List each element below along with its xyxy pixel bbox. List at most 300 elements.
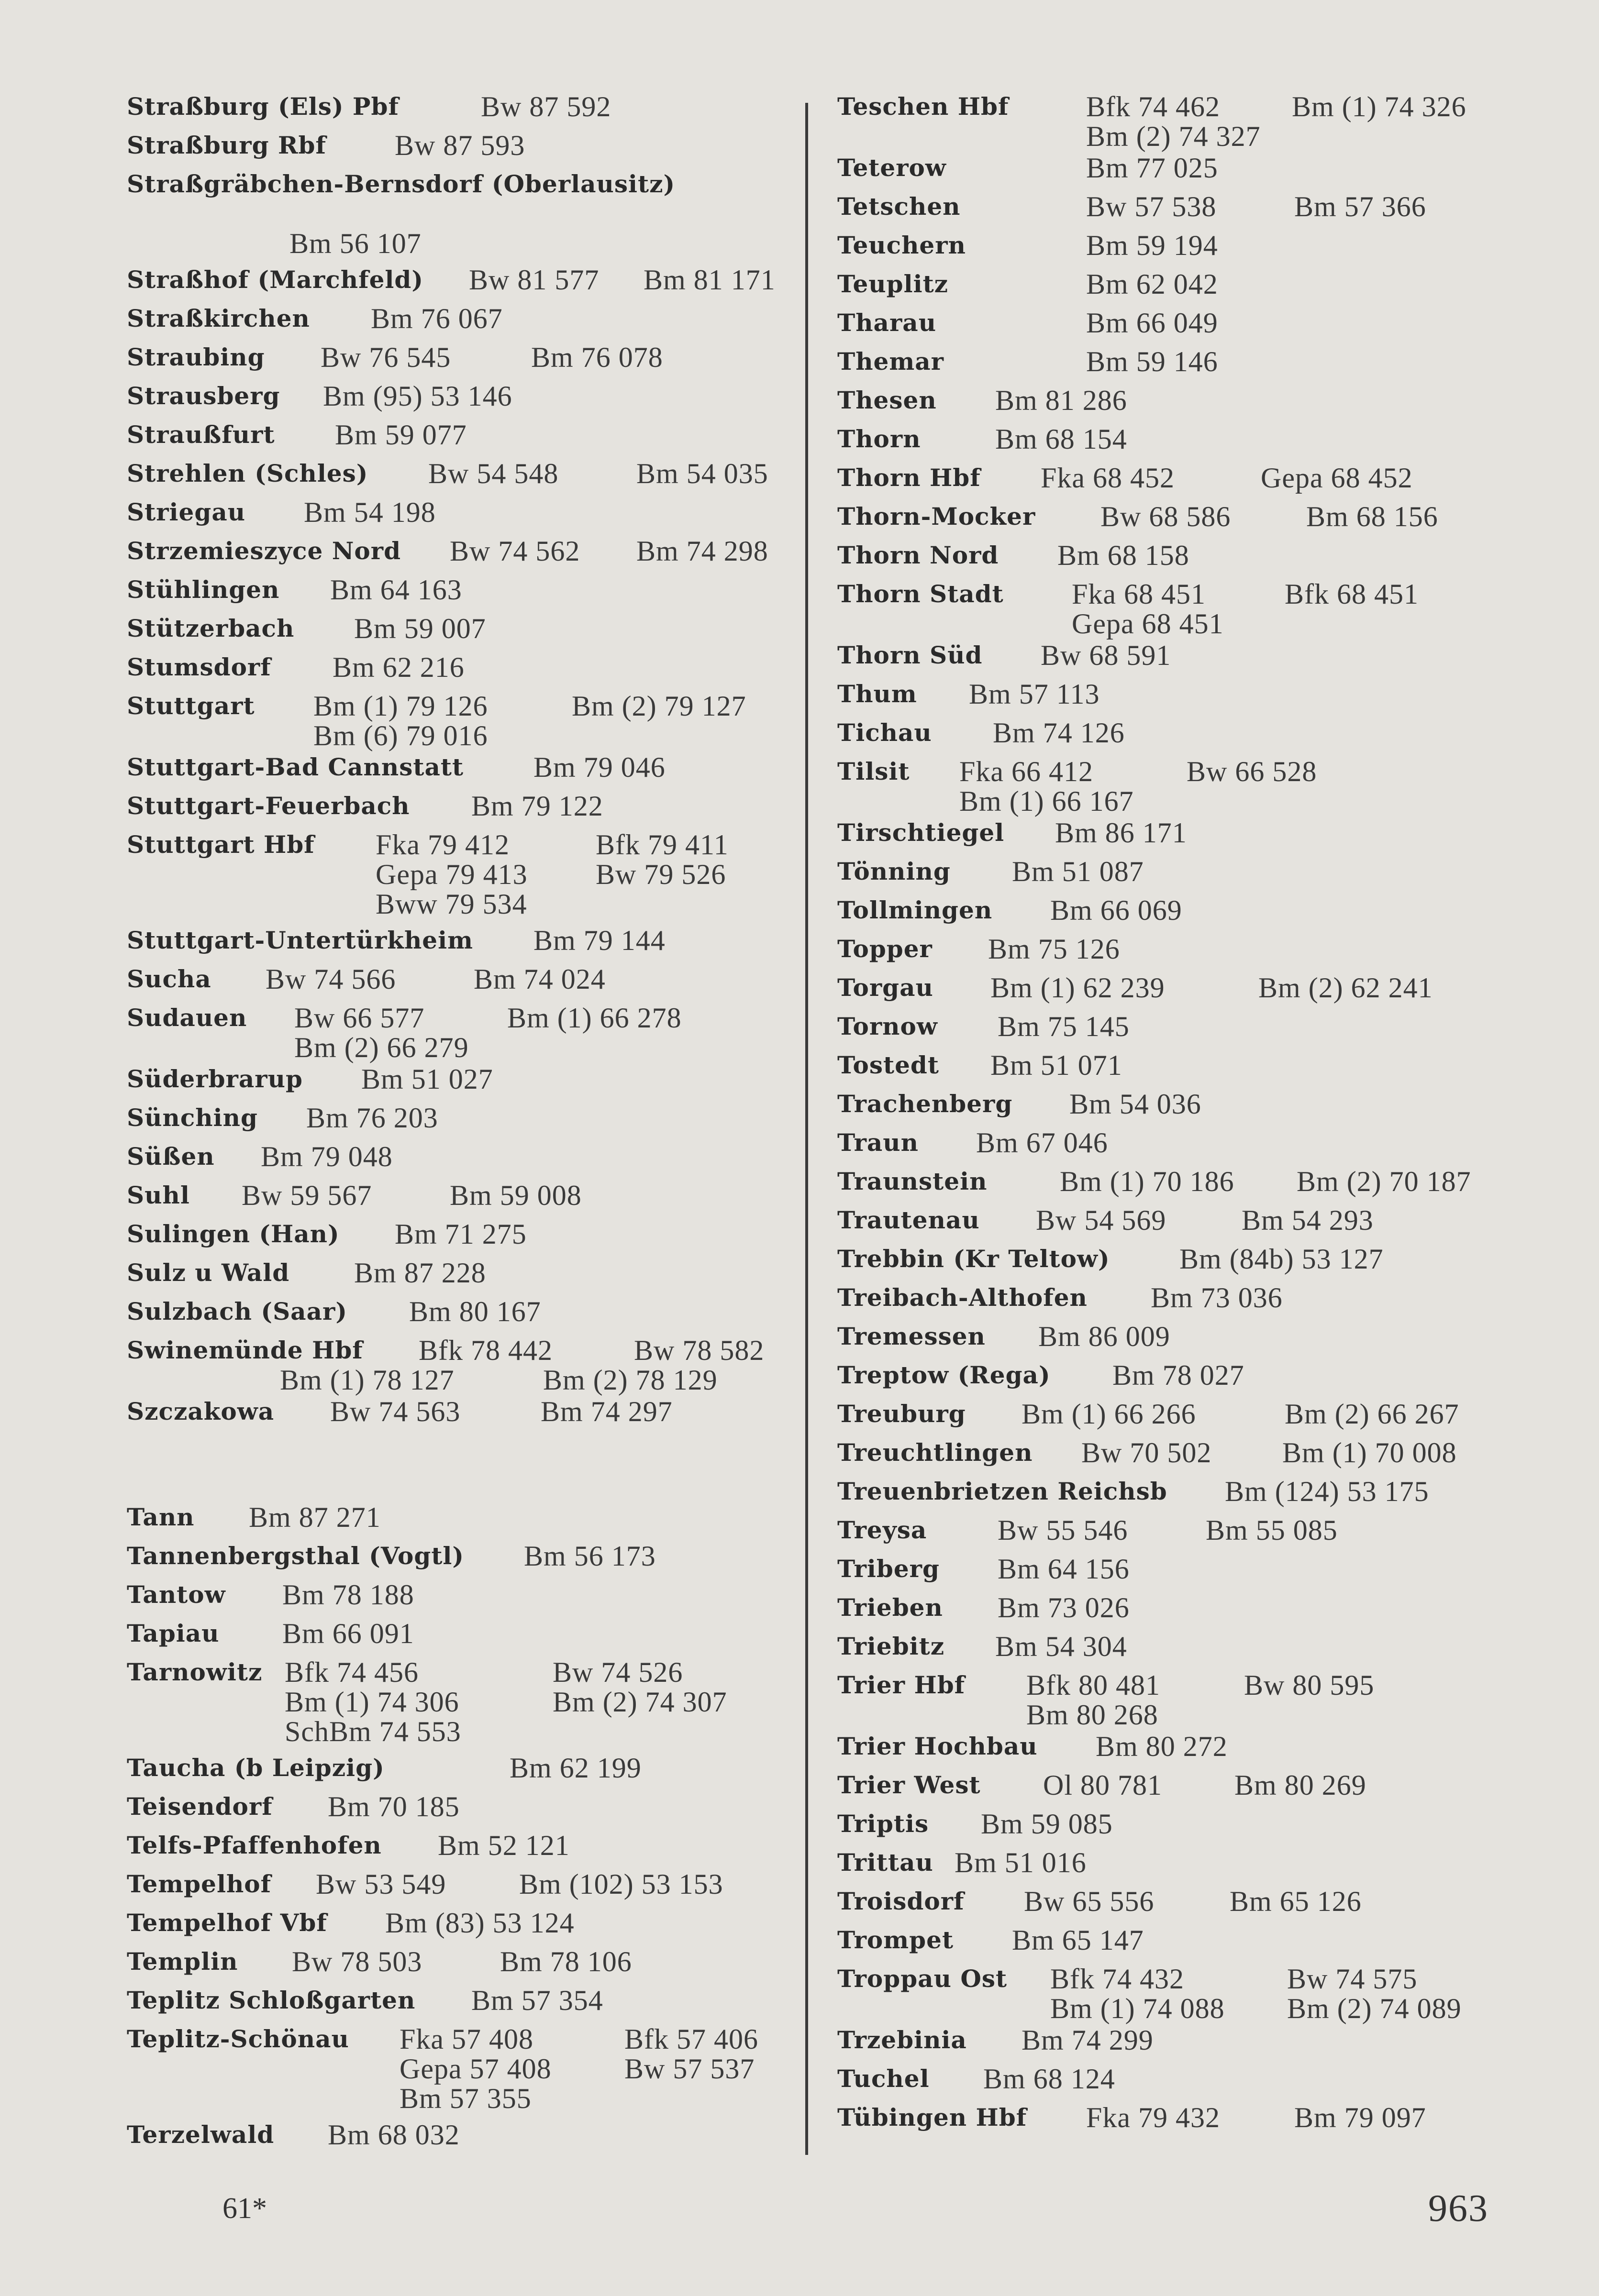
- office-code: Bm 65 147: [1012, 1924, 1144, 1956]
- station-entry-teisendorf: [127, 1790, 794, 1829]
- station-name: Teplitz Schloßgarten: [127, 1986, 416, 2014]
- station-name: Torgau: [837, 973, 933, 1002]
- office-code: Bm 59 194: [1086, 230, 1218, 261]
- office-code: Bm 79 097: [1294, 2102, 1426, 2133]
- station-entry-teplitz-schoenau: [127, 2022, 794, 2118]
- station-name: Teschen Hbf: [837, 92, 1009, 121]
- station-name: Sucha: [127, 965, 211, 993]
- page-number: 963: [1428, 2187, 1488, 2230]
- station-name: Stuttgart: [127, 692, 255, 720]
- station-entry-traun: [837, 1126, 1517, 1165]
- station-entry-sucha: [127, 962, 794, 1001]
- office-code: Bm 77 025: [1086, 152, 1218, 184]
- office-code: Bm 66 091: [282, 1618, 414, 1649]
- office-code: Bm (1) 79 126: [313, 690, 488, 722]
- office-code: Gepa 57 408: [400, 2053, 552, 2085]
- station-entry-stumsdorf: [127, 651, 794, 689]
- station-name: Thorn Nord: [837, 541, 999, 569]
- office-code: Bm 65 126: [1230, 1886, 1362, 1917]
- station-name: Traunstein: [837, 1167, 988, 1195]
- station-name: Straußfurt: [127, 420, 275, 449]
- station-name: Tirschtiegel: [837, 818, 1005, 847]
- station-entry-suederbrarup: [127, 1062, 794, 1101]
- station-name: Szczakowa: [127, 1397, 275, 1425]
- station-entry-thorn-stadt: [837, 577, 1517, 639]
- station-name: Teuchern: [837, 231, 966, 259]
- office-code: Fka 79 412: [376, 829, 510, 861]
- station-entry-tarnowitz: [127, 1656, 794, 1751]
- station-entry-strzemieszyce-nord: [127, 534, 794, 573]
- station-entry-thorn-hbf: [837, 461, 1517, 500]
- station-name: Tönning: [837, 857, 951, 885]
- office-code: Bw 81 577: [469, 264, 600, 296]
- station-entry-striegau: [127, 496, 794, 534]
- office-code: Bm (1) 66 278: [507, 1002, 682, 1034]
- station-entry-sulzbach-saar: [127, 1295, 794, 1334]
- office-code: Bm 51 087: [1012, 856, 1144, 887]
- office-code: Bm 79 144: [533, 925, 666, 956]
- office-code: Bm 66 049: [1086, 307, 1218, 339]
- office-code: Bm 79 046: [533, 751, 666, 783]
- station-entry-straussfurt: [127, 418, 794, 457]
- station-entry-thorn: [837, 422, 1517, 461]
- station-entry-tollmingen: [837, 894, 1517, 932]
- office-code: Bm 62 216: [333, 651, 465, 683]
- office-code: Bm 86 009: [1038, 1321, 1170, 1352]
- station-name: Templin: [127, 1947, 238, 1976]
- station-name: Treibach-Althofen: [837, 1283, 1088, 1312]
- station-name: Thesen: [837, 386, 937, 414]
- station-entry-stuetzerbach: [127, 612, 794, 651]
- station-entry-suenching: [127, 1101, 794, 1140]
- office-code: Bw 57 537: [624, 2053, 755, 2085]
- station-name: Straßkirchen: [127, 304, 310, 332]
- station-entry-tirschtiegel: [837, 816, 1517, 855]
- station-entry-sudauen: [127, 1001, 794, 1062]
- column-divider: [805, 103, 808, 2155]
- station-name: Trier Hbf: [837, 1671, 966, 1699]
- station-name: Treuenbrietzen Reichsb: [837, 1477, 1167, 1505]
- station-name: Tuchel: [837, 2064, 930, 2093]
- station-name: Tremessen: [837, 1322, 986, 1350]
- office-code: Bm 81 286: [995, 385, 1127, 416]
- office-code: Ol 80 781: [1043, 1769, 1162, 1801]
- station-entry-trieben: [837, 1591, 1517, 1630]
- station-name: Sudauen: [127, 1004, 247, 1032]
- station-name: Tharau: [837, 309, 937, 337]
- station-entry-teuplitz: [837, 267, 1517, 306]
- office-code: Bm 78 027: [1112, 1359, 1244, 1391]
- station-entry-trier-hbf: [837, 1668, 1517, 1730]
- office-code: Bm 62 199: [510, 1752, 642, 1784]
- station-entry-troppau-ost: [837, 1962, 1517, 2023]
- station-entry-tempelhof-vbf: [127, 1906, 794, 1945]
- station-name: Terzelwald: [127, 2120, 275, 2149]
- station-entry-themar: [837, 345, 1517, 384]
- station-entry-trachenberg: [837, 1087, 1517, 1126]
- station-entry-teterow: [837, 151, 1517, 190]
- station-name: Troisdorf: [837, 1887, 965, 1915]
- office-code: Bm (2) 74 307: [553, 1686, 727, 1718]
- station-entry-stuttgart-untertuerkheim: [127, 924, 794, 962]
- station-name: Trieben: [837, 1593, 943, 1622]
- station-name: Trzebinia: [837, 2026, 967, 2054]
- station-entry-tempelhof: [127, 1867, 794, 1906]
- station-entry-tostedt: [837, 1049, 1517, 1087]
- office-code: Bm 55 085: [1206, 1514, 1338, 1546]
- station-name: Tetschen: [837, 192, 961, 221]
- office-code: Bw 74 566: [266, 963, 396, 995]
- station-name: Striegau: [127, 498, 246, 526]
- office-code: Bw 55 546: [998, 1514, 1128, 1546]
- station-entry-trzebinia: [837, 2023, 1517, 2062]
- station-name: Teplitz-Schönau: [127, 2025, 349, 2053]
- office-code: Bm 79 048: [261, 1141, 393, 1172]
- office-code: Bm (1) 62 239: [990, 972, 1165, 1004]
- office-code: Bm 57 355: [400, 2083, 532, 2114]
- station-name: Stützerbach: [127, 614, 295, 642]
- station-entry-trier-west: [837, 1768, 1517, 1807]
- station-entry-tannenbergsthal-vogtl: [127, 1539, 794, 1578]
- station-name: Tostedt: [837, 1051, 939, 1079]
- station-name: Taucha (b Leipzig): [127, 1754, 385, 1782]
- office-code: Bm 59 085: [981, 1808, 1113, 1840]
- station-entry-stuttgart-bad-cannstatt: [127, 751, 794, 789]
- office-code: Bw 74 563: [330, 1396, 461, 1427]
- office-code: Bm (2) 74 327: [1086, 121, 1261, 152]
- station-name: Teuplitz: [837, 270, 949, 298]
- office-code: Bm 76 078: [531, 342, 663, 373]
- station-entry-topper: [837, 932, 1517, 971]
- office-code: Bm 57 113: [969, 678, 1100, 710]
- office-code: Bm 74 297: [541, 1396, 673, 1427]
- office-code: Bm (1) 74 306: [285, 1686, 459, 1718]
- office-code: Bm (1) 74 326: [1292, 91, 1466, 122]
- office-code: Bm 68 032: [328, 2119, 460, 2151]
- office-code: Bm (1) 66 266: [1022, 1398, 1196, 1430]
- station-name: Stumsdorf: [127, 653, 271, 681]
- office-code: Bm (2) 66 279: [294, 1032, 469, 1063]
- office-code: Bm 56 107: [289, 228, 422, 259]
- station-entry-tilsit: [837, 755, 1517, 816]
- station-entry-strausberg: [127, 379, 794, 418]
- station-name: Stühlingen: [127, 575, 280, 604]
- station-name: Treuburg: [837, 1400, 966, 1428]
- office-code: Bm 76 203: [306, 1102, 438, 1134]
- station-name: Tann: [127, 1503, 195, 1531]
- office-code: Bw 78 582: [634, 1335, 765, 1366]
- station-entry-treuburg: [837, 1397, 1517, 1436]
- station-name: Strehlen (Schles): [127, 459, 368, 487]
- station-name: Swinemünde Hbf: [127, 1336, 363, 1364]
- station-name: Triptis: [837, 1810, 929, 1838]
- station-name: Straßgräbchen-Bernsdorf (Oberlausitz): [127, 170, 676, 198]
- station-name: Tapiau: [127, 1619, 220, 1647]
- station-name: Strausberg: [127, 382, 280, 410]
- station-name: Tübingen Hbf: [837, 2103, 1027, 2131]
- station-name: Stuttgart Hbf: [127, 830, 315, 859]
- station-name: Tichau: [837, 718, 932, 747]
- station-entry-thum: [837, 677, 1517, 716]
- office-code: Bm 74 024: [474, 963, 606, 995]
- office-code: Bm 74 298: [636, 535, 768, 567]
- station-entry-suessen: [127, 1140, 794, 1179]
- office-code: Bm 57 366: [1294, 191, 1426, 222]
- station-entry-tantow: [127, 1578, 794, 1617]
- office-code: Bw 87 593: [395, 130, 525, 161]
- station-entry-trier-hochbau: [837, 1730, 1517, 1768]
- station-entry-treuchtlingen: [837, 1436, 1517, 1475]
- station-entry-torgau: [837, 971, 1517, 1010]
- office-code: Bm (124) 53 175: [1225, 1476, 1429, 1507]
- office-code: Bw 54 569: [1036, 1204, 1166, 1236]
- office-code: Bm 67 046: [976, 1127, 1108, 1159]
- office-code: Bm 71 275: [395, 1218, 527, 1250]
- station-entry-thorn-mocker: [837, 500, 1517, 539]
- office-code: Bm 86 171: [1055, 817, 1187, 849]
- station-name: Teterow: [837, 154, 946, 182]
- office-code: Bm (1) 70 186: [1060, 1166, 1234, 1197]
- station-entry-strehlen-schles: [127, 457, 794, 496]
- station-name: Trier West: [837, 1771, 981, 1799]
- station-name: Trebbin (Kr Teltow): [837, 1245, 1110, 1273]
- station-entry-thesen: [837, 384, 1517, 422]
- station-name: Stuttgart-Bad Cannstatt: [127, 753, 464, 781]
- office-code: Bw 79 526: [596, 859, 726, 890]
- office-code: Bfk 80 481: [1026, 1669, 1160, 1701]
- office-code: Bw 70 502: [1081, 1437, 1212, 1468]
- office-code: Bm 80 167: [409, 1296, 541, 1327]
- station-name: Süßen: [127, 1142, 215, 1170]
- station-name: Sünching: [127, 1104, 258, 1132]
- office-code: Fka 57 408: [400, 2023, 533, 2055]
- station-entry-sulz-u-wald: [127, 1256, 794, 1295]
- station-entry-tharau: [837, 306, 1517, 345]
- office-code: Bfk 74 456: [285, 1656, 419, 1688]
- office-code: Bm 68 154: [995, 423, 1127, 455]
- office-code: Bw 78 503: [292, 1946, 422, 1977]
- office-code: Bm 59 077: [335, 419, 467, 451]
- station-entry-sulingen-han: [127, 1217, 794, 1256]
- station-entry-swinemuende-hbf: [127, 1334, 794, 1395]
- office-code: Bfk 68 451: [1285, 578, 1419, 610]
- station-name: Treptow (Rega): [837, 1361, 1051, 1389]
- station-name: Themar: [837, 347, 944, 375]
- station-entry-szczakowa: [127, 1395, 794, 1434]
- office-code: Bm 59 008: [450, 1180, 582, 1211]
- office-code: Bw 74 526: [553, 1656, 683, 1688]
- office-code: Bm 68 156: [1306, 501, 1438, 532]
- station-entry-teplitz-schlossgarten: [127, 1984, 794, 2022]
- station-entry-templin: [127, 1945, 794, 1984]
- station-name: Thorn Süd: [837, 641, 983, 669]
- office-code: Bfk 57 406: [624, 2023, 758, 2055]
- office-code: Bm 79 122: [471, 790, 603, 822]
- station-entry-tornow: [837, 1010, 1517, 1049]
- station-entry-tuchel: [837, 2062, 1517, 2101]
- station-name: Thorn: [837, 425, 921, 453]
- station-entry-telfs-pfaffenhofen: [127, 1829, 794, 1867]
- station-entry-teschen-hbf: [837, 90, 1517, 151]
- station-name: Tornow: [837, 1012, 938, 1040]
- office-code: Bfk 74 462: [1086, 91, 1220, 122]
- office-code: Bm 54 198: [304, 497, 436, 528]
- office-code: Bm 51 016: [955, 1847, 1087, 1878]
- station-name: Traun: [837, 1128, 919, 1157]
- office-code: Bw 74 562: [450, 535, 580, 567]
- station-name: Sulzbach (Saar): [127, 1297, 347, 1325]
- station-name: Trachenberg: [837, 1090, 1013, 1118]
- office-code: Bww 79 534: [376, 888, 527, 920]
- office-code: Bm (83) 53 124: [385, 1907, 575, 1939]
- office-code: Bm (2) 78 129: [543, 1364, 718, 1396]
- office-code: Bm 80 272: [1096, 1731, 1228, 1762]
- office-code: Bm 57 354: [471, 1985, 603, 2016]
- office-code: Fka 66 412: [959, 756, 1093, 787]
- office-code: Bw 66 528: [1187, 756, 1317, 787]
- station-name: Tempelhof: [127, 1870, 272, 1898]
- station-name: Tilsit: [837, 757, 910, 785]
- station-name: Straßburg (Els) Pbf: [127, 92, 399, 121]
- office-code: Bm 56 173: [524, 1540, 656, 1572]
- office-code: Gepa 68 452: [1261, 462, 1413, 494]
- station-name: Trier Hochbau: [837, 1732, 1038, 1760]
- station-name: Triberg: [837, 1555, 940, 1583]
- station-entry-strassgraebchen-bernsdorf-oberlausitz: [127, 167, 794, 263]
- office-code: Bm 87 271: [249, 1501, 381, 1533]
- office-code: Bm (2) 66 267: [1285, 1398, 1459, 1430]
- station-name: Treysa: [837, 1516, 927, 1544]
- office-code: Bm 81 171: [644, 264, 776, 296]
- station-entry-taucha-b-leipzig: [127, 1751, 794, 1790]
- office-code: Bm 75 126: [988, 933, 1120, 965]
- station-entry-treuenbrietzen-reichsb: [837, 1475, 1517, 1513]
- office-code: Fka 68 451: [1072, 578, 1206, 610]
- office-code: Bm 54 036: [1069, 1088, 1201, 1120]
- office-code: Bw 65 556: [1024, 1886, 1155, 1917]
- office-code: Fka 79 432: [1086, 2102, 1220, 2133]
- right-column: [837, 90, 1517, 2140]
- station-name: Straubing: [127, 343, 265, 371]
- station-entry-stuttgart-feuerbach: [127, 789, 794, 828]
- station-name: Suhl: [127, 1181, 190, 1209]
- office-code: Bw 74 575: [1287, 1963, 1418, 1995]
- office-code: Bm (1) 70 008: [1282, 1437, 1457, 1468]
- station-name: Tollmingen: [837, 896, 993, 924]
- station-name: Thum: [837, 680, 917, 708]
- station-entry-stuttgart-hbf: [127, 828, 794, 924]
- station-name: Teisendorf: [127, 1792, 273, 1821]
- station-name: Tannenbergsthal (Vogtl): [127, 1542, 465, 1570]
- station-name: Trittau: [837, 1848, 933, 1877]
- office-code: Bm (2) 70 187: [1297, 1166, 1471, 1197]
- station-name: Straßburg Rbf: [127, 131, 326, 159]
- station-entry-treptow-rega: [837, 1358, 1517, 1397]
- office-code: Bm 80 268: [1026, 1699, 1158, 1731]
- station-name: Troppau Ost: [837, 1965, 1008, 1993]
- office-code: Bw 53 549: [316, 1868, 446, 1900]
- office-code: SchBm 74 553: [285, 1716, 461, 1747]
- station-entry-traunstein: [837, 1165, 1517, 1203]
- station-name: Triebitz: [837, 1632, 945, 1660]
- office-code: Bm 74 126: [993, 717, 1125, 749]
- office-code: Bw 54 548: [428, 458, 559, 489]
- station-entry-trompet: [837, 1923, 1517, 1962]
- office-code: Bm 73 036: [1151, 1282, 1283, 1314]
- office-code: Bm (1) 74 088: [1050, 1993, 1225, 2024]
- office-code: Bm 62 042: [1086, 268, 1218, 300]
- office-code: Bm 54 035: [636, 458, 768, 489]
- office-code: Bw 87 592: [481, 91, 611, 122]
- station-entry-stuehlingen: [127, 573, 794, 612]
- station-name: Topper: [837, 935, 933, 963]
- office-code: Bm 68 124: [983, 2063, 1115, 2095]
- left-column: [127, 90, 794, 2157]
- station-entry-triebitz: [837, 1630, 1517, 1668]
- station-name: Treuchtlingen: [837, 1438, 1033, 1467]
- station-name: Tarnowitz: [127, 1658, 263, 1686]
- office-code: Bm (2) 79 127: [572, 690, 746, 722]
- office-code: Bm 70 185: [328, 1791, 460, 1822]
- station-name: Straßhof (Marchfeld): [127, 265, 424, 294]
- office-code: Gepa 79 413: [376, 859, 528, 890]
- station-entry-terzelwald: [127, 2118, 794, 2157]
- station-name: Süderbrarup: [127, 1065, 303, 1093]
- office-code: Bfk 78 442: [419, 1335, 553, 1366]
- station-name: Trautenau: [837, 1206, 980, 1234]
- office-code: Bw 76 545: [321, 342, 451, 373]
- office-code: Bm 64 163: [330, 574, 462, 606]
- office-code: Bm (95) 53 146: [323, 380, 512, 412]
- office-code: Bm (1) 66 167: [959, 785, 1134, 817]
- station-entry-troisdorf: [837, 1885, 1517, 1923]
- station-name: Tantow: [127, 1580, 226, 1609]
- station-entry-tann: [127, 1501, 794, 1539]
- office-code: Bm 78 188: [282, 1579, 414, 1611]
- station-entry-stuttgart: [127, 689, 794, 751]
- signature-mark: 61*: [222, 2192, 267, 2225]
- office-code: Bw 59 567: [242, 1180, 372, 1211]
- office-code: Bm 75 145: [998, 1011, 1130, 1042]
- station-name: Telfs-Pfaffenhofen: [127, 1831, 382, 1859]
- station-entry-trebbin-kr-teltow: [837, 1242, 1517, 1281]
- station-entry-strasshof-marchfeld: [127, 263, 794, 302]
- office-code: Bm 80 269: [1234, 1769, 1366, 1801]
- office-code: Bm 66 069: [1050, 894, 1182, 926]
- station-entry-thorn-sued: [837, 639, 1517, 677]
- station-entry-trautenau: [837, 1203, 1517, 1242]
- office-code: Bm (84b) 53 127: [1179, 1243, 1384, 1275]
- office-code: Bm 74 299: [1022, 2024, 1154, 2056]
- office-code: Bm 64 156: [998, 1553, 1130, 1585]
- office-code: Fka 68 452: [1041, 462, 1175, 494]
- office-code: Bfk 74 432: [1050, 1963, 1184, 1995]
- office-code: Bm 59 146: [1086, 346, 1218, 377]
- station-entry-treibach-althofen: [837, 1281, 1517, 1320]
- office-code: Bm (2) 62 241: [1258, 972, 1433, 1004]
- station-entry-tuebingen-hbf: [837, 2101, 1517, 2140]
- station-entry-triptis: [837, 1807, 1517, 1846]
- office-code: Bm 51 071: [990, 1049, 1122, 1081]
- office-code: Bm 59 007: [354, 613, 486, 644]
- station-name: Sulz u Wald: [127, 1258, 290, 1287]
- office-code: Bw 68 586: [1100, 501, 1231, 532]
- station-entry-thorn-nord: [837, 539, 1517, 577]
- station-entry-toenning: [837, 855, 1517, 894]
- station-entry-treysa: [837, 1513, 1517, 1552]
- station-entry-suhl: [127, 1179, 794, 1217]
- station-name: Stuttgart-Feuerbach: [127, 792, 410, 820]
